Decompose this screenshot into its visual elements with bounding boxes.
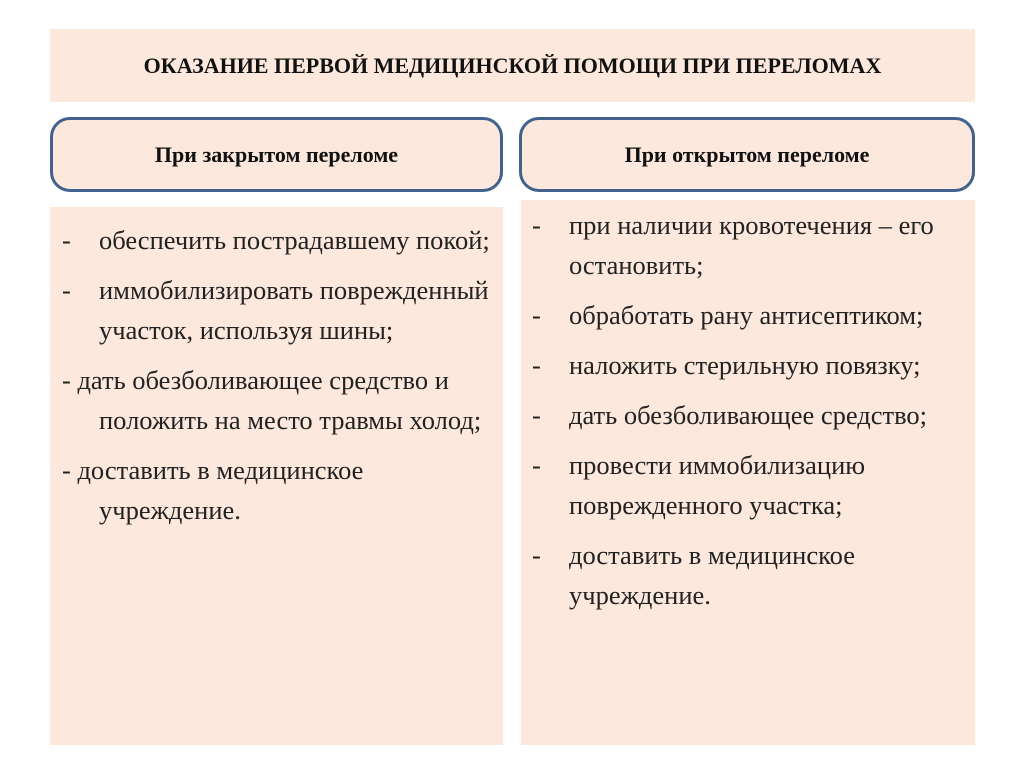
item-text: при наличии кровотечения – его остановить; <box>569 210 934 280</box>
list-item: - при наличии кровотечения – его остановить; <box>532 210 934 280</box>
header-text: При открытом переломе <box>624 141 870 167</box>
item-text: - доставить в медицинское учреждение. <box>62 455 364 525</box>
closed-fracture-list <box>50 207 503 745</box>
item-text: обработать рану антисептиком; <box>569 300 924 330</box>
open-fracture-list <box>521 200 975 745</box>
item-text: провести иммобилизацию поврежденного участка; <box>569 450 866 520</box>
header-text: При закрытом переломе <box>154 141 399 167</box>
item-text: доставить в медицинское учреждение. <box>569 540 855 610</box>
list-item <box>62 360 503 440</box>
list-item: - обработать рану антисептиком; <box>532 300 924 330</box>
list-item: - наложить стерильную повязку; <box>532 350 921 380</box>
title-text: ОКАЗАНИЕ ПЕРВОЙ МЕДИЦИНСКОЙ ПОМОЩИ ПРИ ПЕРЕЛОМАХ <box>143 53 882 78</box>
list-item: - иммобилизировать поврежденный участок, используя шины; <box>62 275 489 345</box>
slide-title <box>50 29 975 102</box>
list-item: - дать обезболивающее средство; <box>532 400 928 430</box>
list-item <box>62 450 503 530</box>
open-fracture-header <box>519 117 975 192</box>
item-text: дать обезболивающее средство; <box>569 400 928 430</box>
list-item: - доставить в медицинское учреждение. <box>532 540 855 610</box>
list-item: - провести иммобилизацию поврежденного участка; <box>532 450 866 520</box>
item-text: наложить стерильную повязку; <box>569 350 921 380</box>
item-text: обеспечить пострадавшему покой; <box>99 225 490 255</box>
item-text: иммобилизировать поврежденный участок, используя шины; <box>99 275 489 345</box>
list-item: - обеспечить пострадавшему покой; <box>62 225 490 255</box>
item-text: - дать обезболивающее средство и положить на место травмы холод; <box>62 365 482 435</box>
closed-fracture-header <box>50 117 503 192</box>
